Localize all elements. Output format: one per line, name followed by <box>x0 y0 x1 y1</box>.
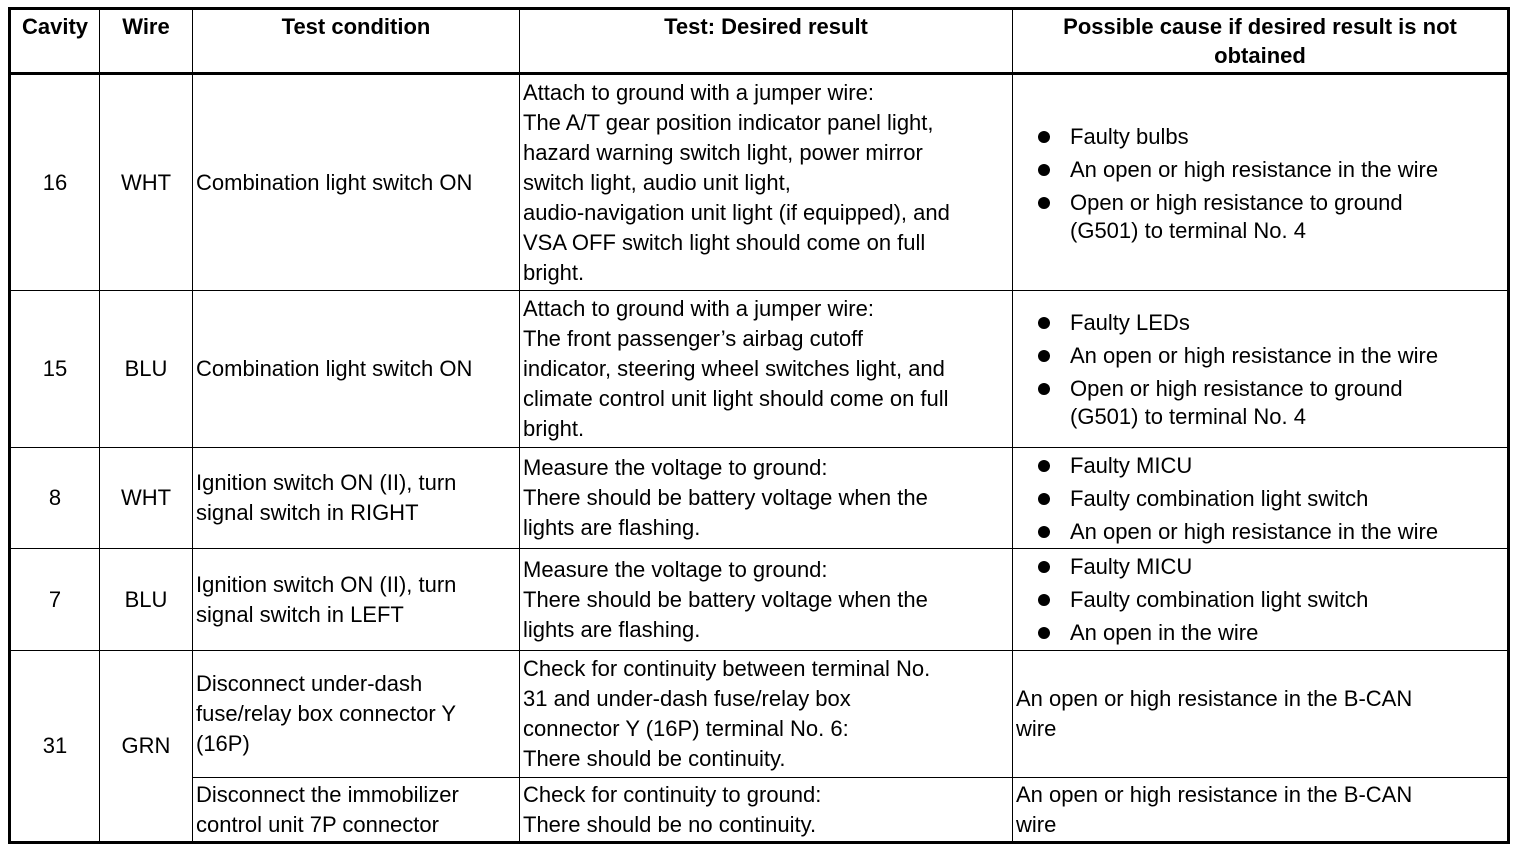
condition-line: control unit 7P connector <box>196 811 439 837</box>
result-line: lights are flashing. <box>523 616 701 642</box>
condition-line: Ignition switch ON (II), turn <box>196 470 457 495</box>
result-line: bright. <box>523 416 585 441</box>
cause-text: Faulty MICU <box>1070 554 1193 579</box>
result-cell <box>520 651 1013 778</box>
result-line: Attach to ground with a jumper wire: <box>523 79 874 105</box>
condition-line: Ignition switch ON (II), turn <box>196 571 457 597</box>
table-row <box>10 291 1509 448</box>
header-row <box>10 9 1509 74</box>
condition-cell <box>193 549 520 651</box>
header-possible-cause-line2: obtained <box>1214 43 1306 68</box>
header-test-condition: Test condition <box>193 9 520 74</box>
table-row <box>10 549 1509 651</box>
cause-text-continued: (G501) to terminal No. 4 <box>1070 404 1306 429</box>
result-line: audio-navigation unit light (if equipped), and <box>523 199 950 225</box>
condition-line: (16P) <box>196 731 250 756</box>
cause-text: Open or high resistance to ground <box>1070 189 1403 215</box>
cause-text: Faulty MICU <box>1070 452 1193 478</box>
result-line: VSA OFF switch light should come on full <box>523 229 926 255</box>
bullet-icon <box>1038 460 1050 472</box>
result-line: The front passenger’s airbag cutoff <box>523 326 863 351</box>
cause-item <box>1034 153 1504 186</box>
condition-cell <box>193 651 520 778</box>
cause-list <box>1016 550 1504 649</box>
cause-text: Faulty combination light switch <box>1070 485 1369 511</box>
result-line: switch light, audio unit light, <box>523 169 791 195</box>
result-line: indicator, steering wheel switches light, and <box>523 356 945 381</box>
cause-cell <box>1013 651 1509 778</box>
cause-list <box>1016 306 1504 432</box>
header-wire: Wire <box>100 9 193 74</box>
bullet-icon <box>1038 383 1050 395</box>
cause-text: Open or high resistance to ground <box>1070 376 1403 401</box>
bullet-icon <box>1038 627 1050 639</box>
result-line: The A/T gear position indicator panel light, <box>523 109 934 135</box>
bullet-icon <box>1038 131 1050 143</box>
bullet-icon <box>1038 164 1050 176</box>
result-line: There should be battery voltage when the <box>523 586 928 612</box>
condition-line: signal switch in RIGHT <box>196 500 419 525</box>
cause-item <box>1034 186 1504 246</box>
cause-item <box>1034 372 1504 432</box>
cause-list <box>1016 449 1504 548</box>
cause-line: wire <box>1016 716 1057 741</box>
header-possible-cause-line1: Possible cause if desired result is not <box>1063 14 1457 39</box>
cause-text: Faulty bulbs <box>1070 123 1189 149</box>
cavity-cell: 7 <box>10 549 100 651</box>
condition-line: fuse/relay box connector Y <box>196 701 457 726</box>
cavity-cell: 31 <box>10 651 100 843</box>
cause-item <box>1034 515 1504 548</box>
cavity-cell: 8 <box>10 448 100 549</box>
result-line: There should be no continuity. <box>523 811 817 837</box>
wire-cell: WHT <box>100 448 193 549</box>
result-line: Check for continuity between terminal No. <box>523 656 931 681</box>
cause-text: An open or high resistance in the wire <box>1070 156 1439 182</box>
cause-item <box>1034 339 1504 372</box>
result-line: There should be continuity. <box>523 746 786 771</box>
result-cell <box>520 291 1013 448</box>
result-line: Check for continuity to ground: <box>523 781 822 807</box>
cause-line: An open or high resistance in the B-CAN <box>1016 781 1413 807</box>
header-desired-result: Test: Desired result <box>520 9 1013 74</box>
result-line: Measure the voltage to ground: <box>523 455 828 480</box>
cause-line: wire <box>1016 811 1057 837</box>
result-line: Attach to ground with a jumper wire: <box>523 296 874 321</box>
wire-cell: BLU <box>100 549 193 651</box>
bullet-icon <box>1038 350 1050 362</box>
bullet-icon <box>1038 317 1050 329</box>
cavity-cell: 15 <box>10 291 100 448</box>
cause-cell <box>1013 549 1509 651</box>
cause-cell <box>1013 74 1509 291</box>
condition-line: Combination light switch ON <box>196 356 473 381</box>
cause-cell <box>1013 448 1509 549</box>
result-line: 31 and under-dash fuse/relay box <box>523 686 851 711</box>
wire-cell: BLU <box>100 291 193 448</box>
cause-text: Faulty combination light switch <box>1070 587 1369 612</box>
cause-text: Faulty LEDs <box>1070 310 1190 335</box>
wire-cell: WHT <box>100 74 193 291</box>
cause-item <box>1034 120 1504 153</box>
table-row <box>10 651 1509 778</box>
cause-item <box>1034 449 1504 482</box>
condition-cell <box>193 74 520 291</box>
condition-cell <box>193 778 520 843</box>
cause-text-continued: (G501) to terminal No. 4 <box>1070 217 1306 243</box>
result-cell <box>520 549 1013 651</box>
cause-line: An open or high resistance in the B-CAN <box>1016 686 1413 711</box>
bullet-icon <box>1038 493 1050 505</box>
result-cell <box>520 448 1013 549</box>
cause-item <box>1034 482 1504 515</box>
cause-item <box>1034 550 1504 583</box>
result-line: connector Y (16P) terminal No. 6: <box>523 716 849 741</box>
cause-item <box>1034 583 1504 616</box>
result-line: climate control unit light should come on full <box>523 386 949 411</box>
result-line: lights are flashing. <box>523 515 701 540</box>
header-cavity: Cavity <box>10 9 100 74</box>
condition-line: Disconnect the immobilizer <box>196 781 459 807</box>
cause-cell <box>1013 291 1509 448</box>
header-possible-cause <box>1013 9 1509 74</box>
cause-cell <box>1013 778 1509 843</box>
cavity-cell: 16 <box>10 74 100 291</box>
bullet-icon <box>1038 526 1050 538</box>
cause-list <box>1016 120 1504 246</box>
condition-line: signal switch in LEFT <box>196 601 404 627</box>
condition-cell <box>193 291 520 448</box>
result-line: hazard warning switch light, power mirror <box>523 139 923 165</box>
condition-line: Combination light switch ON <box>196 169 473 195</box>
wire-cell: GRN <box>100 651 193 843</box>
bullet-icon <box>1038 594 1050 606</box>
diagnostic-table-container <box>8 7 1510 844</box>
bullet-icon <box>1038 197 1050 209</box>
diagnostic-table <box>8 7 1510 844</box>
cause-text: An open or high resistance in the wire <box>1070 518 1439 544</box>
cause-item <box>1034 616 1504 649</box>
table-row <box>10 448 1509 549</box>
bullet-icon <box>1038 561 1050 573</box>
cause-text: An open in the wire <box>1070 620 1259 645</box>
condition-cell <box>193 448 520 549</box>
cause-item <box>1034 306 1504 339</box>
table-row <box>10 74 1509 291</box>
result-line: There should be battery voltage when the <box>523 485 928 510</box>
condition-line: Disconnect under-dash <box>196 671 423 696</box>
result-cell <box>520 74 1013 291</box>
result-line: bright. <box>523 259 585 285</box>
cause-text: An open or high resistance in the wire <box>1070 343 1439 368</box>
result-line: Measure the voltage to ground: <box>523 556 828 582</box>
table-row <box>10 778 1509 843</box>
result-cell <box>520 778 1013 843</box>
